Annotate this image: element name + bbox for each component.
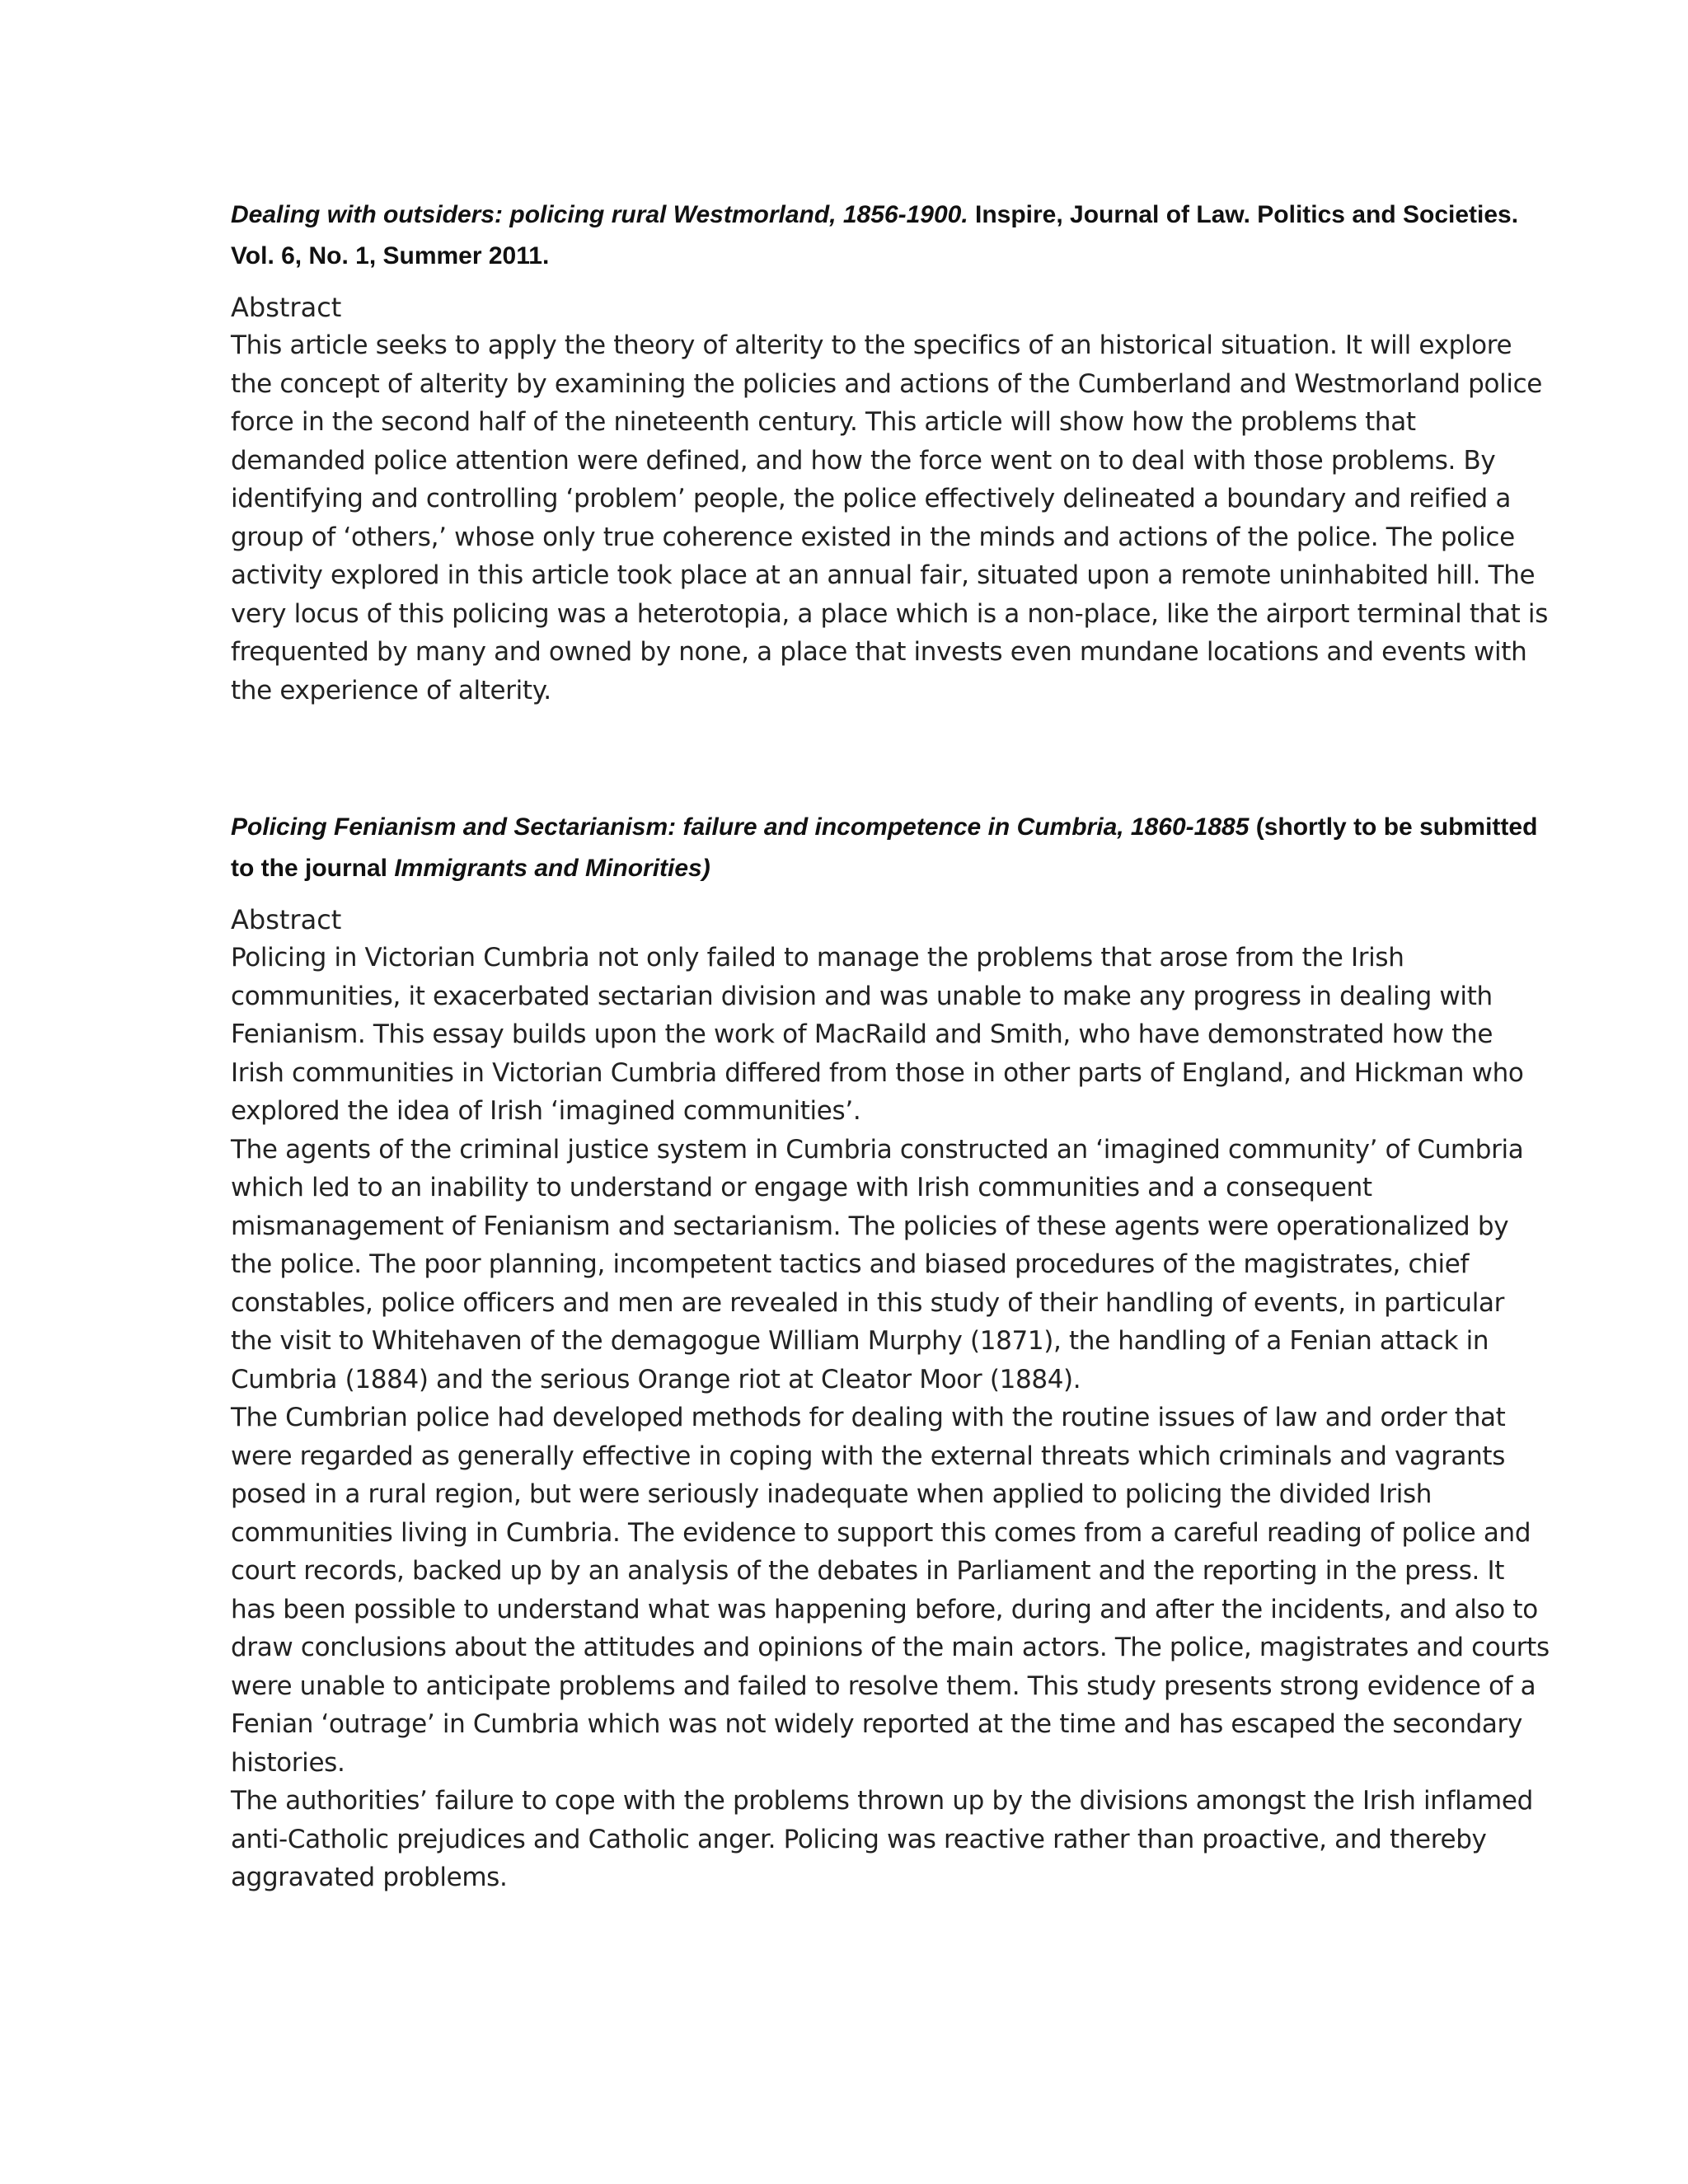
- article-2-heading: [231, 807, 1550, 889]
- article-1-title: Dealing with outsiders: policing rural Westmorland, 1856-1900.: [231, 201, 968, 228]
- article-2-abstract-label: Abstract: [231, 904, 342, 935]
- article-2-submission-note: (shortly to be submitted to the journal: [231, 813, 1538, 882]
- article-2-paragraph-1: Policing in Victorian Cumbria not only failed to manage the problems that arose from the Irish communities, it exacerbated sectarian division and was unable to make any progress in dealing with Fenianism. This essay builds upon the work of MacRaild and Smith, who have demonstrated how the Irish communities in Victorian Cumbria differed from those in other parts of England, and Hickman who explored the idea of Irish ‘imagined communities’.: [231, 943, 1524, 1126]
- article-2: [231, 807, 1550, 1897]
- article-1-citation: Inspire, Journal of Law. Politics and Societies. Vol. 6, No. 1, Summer 2011.: [231, 201, 1519, 269]
- article-2-title: Policing Fenianism and Sectarianism: failure and incompetence in Cumbria, 1860-1885: [231, 813, 1250, 841]
- article-1-abstract-text: This article seeks to apply the theory of alterity to the specifics of an historical situation. It will explore the concept of alterity by examining the policies and actions of the Cumberland and Westmorland police force in the second half of the nineteenth century. This article will show how the problems that demanded police attention were defined, and how the force went on to deal with those problems. By identifying and controlling ‘problem’ people, the police effectively delineated a boundary and reified a group of ‘others,’ whose only true coherence existed in the minds and actions of the police. The police activity explored in this article took place at an annual fair, situated upon a remote uninhabited hill. The very locus of this policing was a heterotopia, a place which is a non-place, like the airport terminal that is frequented by many and owned by none, a place that invests even mundane locations and events with the experience of alterity.: [231, 330, 1548, 705]
- article-2-paragraph-2: The agents of the criminal justice system in Cumbria constructed an ‘imagined community’ of Cumbria which led to an inability to understand or engage with Irish communities and a consequent mismanagement of Fenianism and sectarianism. The policies of these agents were operationalized by the police. The poor planning, incompetent tactics and biased procedures of the magistrates, chief constables, police officers and men are revealed in this study of their handling of events, in particular the visit to Whitehaven of the demagogue William Murphy (1871), the handling of a Fenian attack in Cumbria (1884) and the serious Orange riot at Cleator Moor (1884).: [231, 1134, 1524, 1394]
- article-2-paragraph-4: The authorities’ failure to cope with the problems thrown up by the divisions amongst the Irish inflamed anti-Catholic prejudices and Catholic anger. Policing was reactive rather than proactive, and thereby aggravated problems.: [231, 1786, 1533, 1892]
- document-page: [231, 194, 1550, 1897]
- article-2-paragraph-3: The Cumbrian police had developed methods for dealing with the routine issues of law and order that were regarded as generally effective in coping with the external threats which criminals and vagrants posed in a rural region, but were seriously inadequate when applied to policing the divided Irish communities living in Cumbria. The evidence to support this comes from a careful reading of police and court records, backed up by an analysis of the debates in Parliament and the reporting in the press. It has been possible to understand what was happening before, during and after the incidents, and also to draw conclusions about the attitudes and opinions of the main actors. The police, magistrates and courts were unable to anticipate problems and failed to resolve them. This study presents strong evidence of a Fenian ‘outrage’ in Cumbria which was not widely reported at the time and has escaped the secondary histories.: [231, 1403, 1550, 1778]
- article-1-heading: [231, 194, 1550, 277]
- article-2-journal: Immigrants and Minorities): [394, 855, 710, 882]
- article-1-abstract-label: Abstract: [231, 292, 342, 323]
- article-1: [231, 194, 1550, 710]
